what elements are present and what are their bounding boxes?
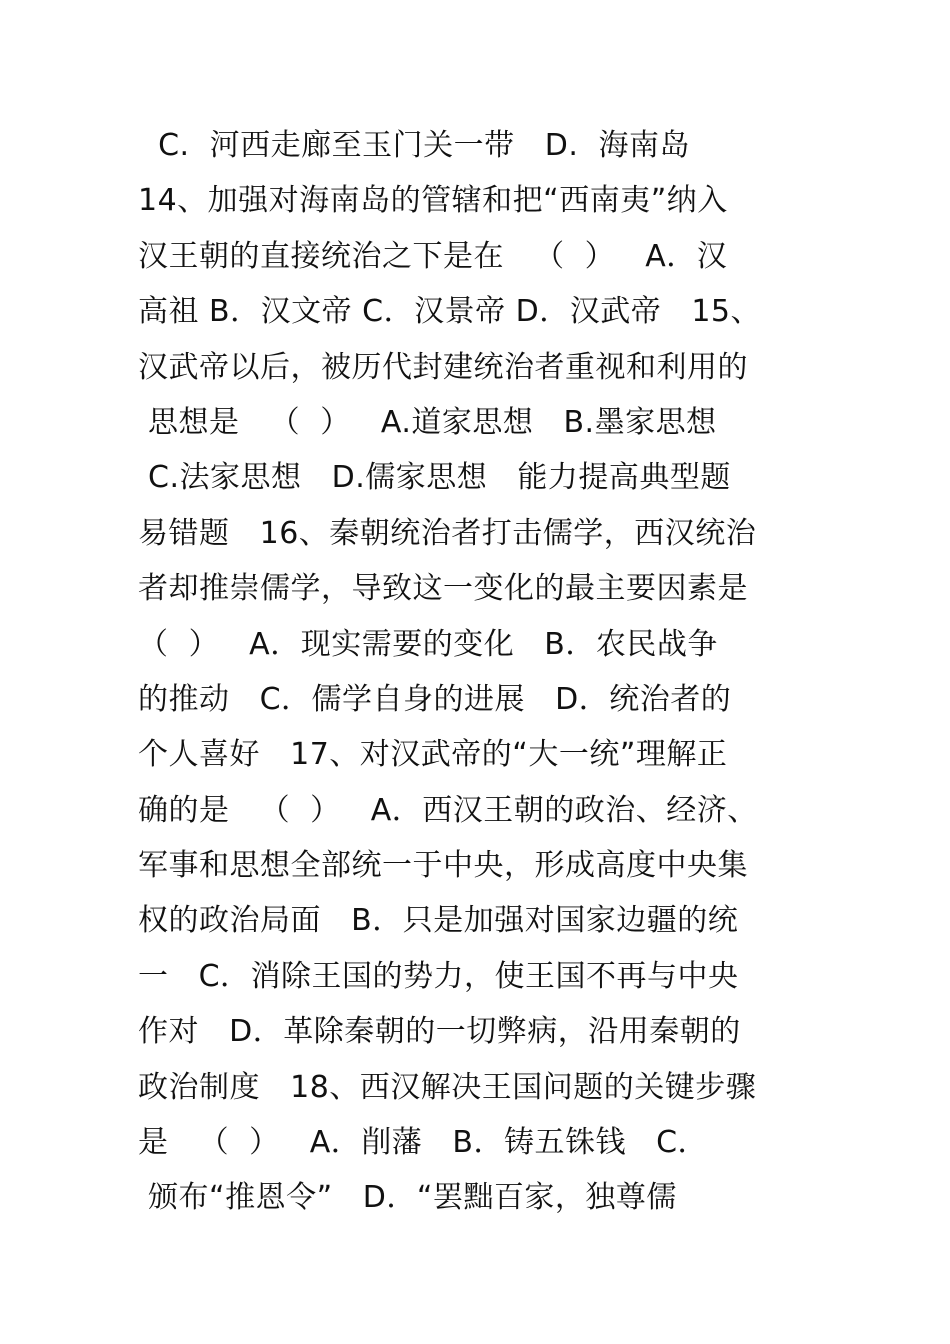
- text-line: 作对 D．革除秦朝的一切弊病，沿用秦朝的: [138, 1014, 741, 1050]
- text-line: C.法家思想 D.儒家思想 能力提高典型题: [138, 460, 731, 496]
- text-line: 军事和思想全部统一于中央，形成高度中央集: [138, 848, 748, 884]
- text-line: 确的是 （ ） A．西汉王朝的政治、经济、: [138, 792, 758, 828]
- question-text-block: [138, 118, 838, 1226]
- text-line: 政治制度 18、西汉解决王国问题的关键步骤: [138, 1069, 757, 1105]
- text-line: 高祖 B．汉文帝 C．汉景帝 D．汉武帝 15、: [138, 294, 762, 330]
- text-line: 权的政治局面 B．只是加强对国家边疆的统: [138, 903, 739, 939]
- text-line: 汉武帝以后，被历代封建统治者重视和利用的: [138, 349, 748, 385]
- text-line: C. 河西走廊至玉门关一带 D. 海南岛: [138, 128, 690, 163]
- text-line: 一 C．消除王国的势力，使王国不再与中央: [138, 958, 739, 994]
- text-line: 者却推崇儒学，导致这一变化的最主要因素是: [138, 571, 748, 607]
- text-line: 颁布“推恩令” D．“罢黜百家，独尊儒: [138, 1180, 677, 1216]
- text-line: 个人喜好 17、对汉武帝的“大一统”理解正: [138, 737, 728, 773]
- text-line: 易错题 16、秦朝统治者打击儒学，西汉统治: [138, 515, 757, 551]
- text-line: （ ） A．现实需要的变化 B．农民战争: [138, 626, 718, 662]
- text-line: 的推动 C．儒学自身的进展 D．统治者的: [138, 681, 732, 717]
- text-line: 汉王朝的直接统治之下是在 （ ） A．汉: [138, 238, 728, 274]
- text-line: 是 （ ） A．削藩 B．铸五铢钱 C．: [138, 1125, 709, 1161]
- text-line: 14、加强对海南岛的管辖和把“西南夷”纳入: [138, 183, 728, 219]
- text-line: 思想是 （ ） A.道家思想 B.墨家思想: [138, 404, 717, 440]
